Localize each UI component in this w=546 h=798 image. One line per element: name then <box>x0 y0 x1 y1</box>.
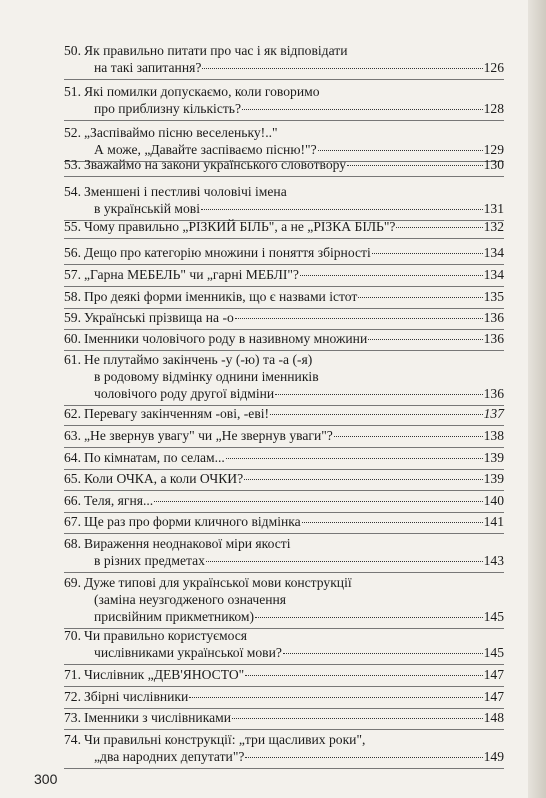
dot-leader <box>300 274 483 276</box>
divider <box>64 425 504 426</box>
dot-leader <box>318 149 483 151</box>
dot-leader <box>245 756 482 758</box>
toc-entry <box>64 405 504 422</box>
toc-entry-title-line: Перевагу закінченням -ові, -еві! <box>84 406 270 421</box>
divider <box>64 533 504 534</box>
toc-entry-page: 147 <box>483 689 504 704</box>
toc-entry-title-line: Коли ОЧКА, а коли ОЧКИ? <box>84 471 244 486</box>
toc-entry-title-line: Чому правильно „РІЗКИЙ БІЛЬ", а не „РІЗКА БІЛЬ"? <box>84 219 396 234</box>
toc-entry-title-line: Іменники чоловічого роду в називному множини <box>84 331 368 346</box>
toc-entry-title-line: Вираження неоднакової міри якості <box>84 536 291 551</box>
dot-leader <box>270 413 483 415</box>
toc-entry <box>64 330 504 347</box>
dot-leader <box>372 252 483 254</box>
toc-entry-title-line: Збірні числівники <box>84 689 189 704</box>
toc-entry-number: 57. <box>64 267 81 282</box>
toc-entry <box>64 244 504 261</box>
toc-entry <box>64 666 504 683</box>
toc-entry-page: 131 <box>483 201 504 216</box>
toc-entry-title-line: По кімнатам, по селам... <box>84 450 225 465</box>
divider <box>64 120 504 121</box>
toc-entry-number: 66. <box>64 493 81 508</box>
toc-entry <box>64 688 504 705</box>
dot-leader <box>244 478 483 480</box>
toc-entry-title-line: „Заспіваймо пісню веселеньку!.." <box>84 125 278 140</box>
dot-leader <box>154 500 482 502</box>
toc-entry-page: 138 <box>483 428 504 443</box>
toc-entry <box>64 470 504 487</box>
toc-entry-number: 71. <box>64 667 81 682</box>
divider <box>64 768 504 769</box>
dot-leader <box>283 652 483 654</box>
toc-entry-number: 62. <box>64 406 81 421</box>
toc-entry <box>64 449 504 466</box>
dot-leader <box>358 296 482 298</box>
toc-entry <box>64 731 504 765</box>
dot-leader <box>245 674 482 676</box>
toc-entry-page: 148 <box>483 710 504 725</box>
toc-entry <box>64 351 504 402</box>
toc-entry-title-line: Не плутаймо закінчень -у (-ю) та -а (-я) <box>84 352 313 367</box>
toc-entry <box>64 266 504 283</box>
toc-entry-number: 50. <box>64 43 81 58</box>
toc-entry-number: 52. <box>64 125 81 140</box>
toc-entry-page: 136 <box>483 386 504 401</box>
toc-entry-number: 74. <box>64 732 81 747</box>
toc-entry-number: 63. <box>64 428 81 443</box>
toc-entry-title-line: на такі запитання? <box>94 60 202 75</box>
toc-entry-number: 72. <box>64 689 81 704</box>
toc-entry-number: 54. <box>64 184 81 199</box>
dot-leader <box>396 226 482 228</box>
divider <box>64 686 504 687</box>
toc-entry-title-line: Які помилки допускаємо, коли говоримо <box>84 84 320 99</box>
toc-entry <box>64 83 504 117</box>
dot-leader <box>201 208 483 210</box>
toc-entry-page: 145 <box>483 609 504 624</box>
toc-entry-page: 126 <box>483 60 504 75</box>
toc-entry <box>64 492 504 509</box>
toc-entry <box>64 218 504 235</box>
dot-leader <box>242 108 483 110</box>
dot-leader <box>255 616 483 618</box>
dot-leader <box>347 164 483 166</box>
toc-entry <box>64 709 504 726</box>
toc-entry-number: 65. <box>64 471 81 486</box>
toc-entry-title-line: А може, „Давайте заспіваємо пісню!"? <box>94 142 317 157</box>
toc-entry-page: 136 <box>483 331 504 346</box>
toc-entry <box>64 627 504 661</box>
toc-entry-title-line: Дещо про категорію множини і поняття збірності <box>84 245 371 260</box>
dot-leader <box>202 67 482 69</box>
toc-entry-number: 69. <box>64 575 81 590</box>
toc-entry-number: 67. <box>64 514 81 529</box>
toc-entry-page: 134 <box>483 267 504 282</box>
toc-entry-title-line: Чи правильно користуємося <box>84 628 247 643</box>
toc-entry-number: 59. <box>64 310 81 325</box>
divider <box>64 286 504 287</box>
toc-entry-number: 55. <box>64 219 81 234</box>
toc-entry-number: 70. <box>64 628 81 643</box>
dot-leader <box>232 717 483 719</box>
divider <box>64 176 504 177</box>
dot-leader <box>189 696 482 698</box>
toc-entry <box>64 513 504 530</box>
divider <box>64 238 504 239</box>
toc-entry <box>64 574 504 625</box>
toc-entry-number: 68. <box>64 536 81 551</box>
toc-entry-page: 139 <box>483 450 504 465</box>
toc-entry-number: 73. <box>64 710 81 725</box>
toc-entry <box>64 309 504 326</box>
toc-entry <box>64 156 504 173</box>
divider <box>64 447 504 448</box>
dot-leader <box>206 560 483 562</box>
toc-entry-title-line: про приблизну кількість? <box>94 101 242 116</box>
toc-entry-title-line: в різних предметах <box>94 553 205 568</box>
toc-entry-page: 145 <box>483 645 504 660</box>
dot-leader <box>235 317 483 319</box>
divider <box>64 79 504 80</box>
toc-entry-page: 149 <box>483 749 504 764</box>
toc-entry-title-line: Числівник „ДЕВ'ЯНОСТО" <box>84 667 245 682</box>
toc-entry-title-line: Теля, ягня... <box>84 493 154 508</box>
page-number: 300 <box>34 771 58 787</box>
toc-entry-number: 51. <box>64 84 81 99</box>
toc-entry-page: 128 <box>483 101 504 116</box>
toc-entry-page: 134 <box>483 245 504 260</box>
toc-entry-number: 53. <box>64 157 81 172</box>
divider <box>64 729 504 730</box>
dot-leader <box>275 393 482 395</box>
toc-entry-number: 64. <box>64 450 81 465</box>
divider <box>64 264 504 265</box>
toc-entry-page: 147 <box>483 667 504 682</box>
toc-entry-title-line: Іменники з числівниками <box>84 710 232 725</box>
toc-entry-title-line: (заміна неузгодженого означення <box>94 592 287 607</box>
dot-leader <box>334 435 483 437</box>
toc-entry <box>64 183 504 217</box>
toc-entry-title-line: присвійним прикметником) <box>94 609 255 624</box>
toc-entry <box>64 427 504 444</box>
toc-entry <box>64 124 504 158</box>
divider <box>64 664 504 665</box>
toc-entry-title-line: Про деякі форми іменників, що є назвами істот <box>84 289 358 304</box>
toc-entry-page: 129 <box>483 142 504 157</box>
toc-entry-number: 56. <box>64 245 81 260</box>
divider <box>64 490 504 491</box>
dot-leader <box>368 338 482 340</box>
toc-entry-title-line: в українській мові <box>94 201 200 216</box>
toc-entry <box>64 42 504 76</box>
toc-entry-title-line: Українські прізвища на -о <box>84 310 234 325</box>
toc-entry-title-line: „Гарна МЕБЕЛЬ" чи „гарні МЕБЛІ"? <box>84 267 299 282</box>
toc-entry-title-line: в родовому відмінку однини іменників <box>94 369 319 384</box>
toc-entry-page: 140 <box>483 493 504 508</box>
page-edge-shadow <box>528 0 546 798</box>
toc-entry-title-line: Зважаймо на закони українського словотвору <box>84 157 347 172</box>
toc-entry-title-line: „два народних депутати"? <box>94 749 245 764</box>
toc-entry-page: 135 <box>483 289 504 304</box>
toc-entry-page: 139 <box>483 471 504 486</box>
toc-entry-title-line: Ще раз про форми кличного відмінка <box>84 514 301 529</box>
toc-entry <box>64 535 504 569</box>
toc-entry <box>64 288 504 305</box>
toc-entry-page: 130 <box>483 157 504 172</box>
toc-entry-title-line: чоловічого роду другої відміни <box>94 386 275 401</box>
toc-entry-page: 141 <box>483 514 504 529</box>
toc-entry-title-line: числівниками української мови? <box>94 645 282 660</box>
toc-entry-title-line: „Не звернув увагу" чи „Не звернув уваги"? <box>84 428 333 443</box>
toc-entry-number: 61. <box>64 352 81 367</box>
toc-entry-page: 132 <box>483 219 504 234</box>
toc-entry-title-line: Зменшені і пестливі чоловічі імена <box>84 184 287 199</box>
toc-entry-title-line: Чи правильні конструкції: „три щасливих роки", <box>84 732 366 747</box>
toc-entry-title-line: Дуже типові для української мови конструкції <box>84 575 352 590</box>
toc-entry-number: 58. <box>64 289 81 304</box>
divider <box>64 572 504 573</box>
dot-leader <box>226 457 483 459</box>
toc-entry-title-line: Як правильно питати про час і як відповідати <box>84 43 348 58</box>
toc-entry-page: 137 <box>483 406 504 421</box>
toc-entry-number: 60. <box>64 331 81 346</box>
dot-leader <box>302 521 483 523</box>
toc-entry-page: 136 <box>483 310 504 325</box>
toc-entry-page: 143 <box>483 553 504 568</box>
